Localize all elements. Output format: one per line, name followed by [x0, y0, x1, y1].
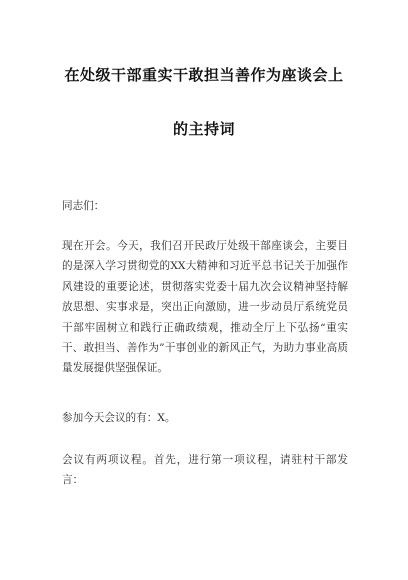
attendees-paragraph: 参加今天会议的有：X。 [62, 412, 176, 424]
document-title-line-2: 的主持词 [172, 120, 235, 138]
opening-paragraph: 现在开会。今天，我们召开民政厅处级干部座谈会，主要目的是深入学习贯彻党的XX大精神和习近平总书记关于加强作风建设的重要论述，贯彻落实党委十届九次会议精神坚持解放思想、实事求是，突出正向激励，进一步动员厅系统党员干部牢固树立和践行正确政绩观，推动全厅上下弘扬“重实干、敢担当、善作为”干事创业的新风正气，为助力事业高质量发展提供坚强保证。 [62, 240, 348, 375]
greeting-paragraph: 同志们： [62, 200, 105, 212]
document-title-line-1: 在处级干部重实干敢担当善作为座谈会上 [64, 66, 344, 84]
agenda-paragraph: 会议有两项议程。首先，进行第一项议程，请驻村干部发言： [62, 454, 348, 487]
